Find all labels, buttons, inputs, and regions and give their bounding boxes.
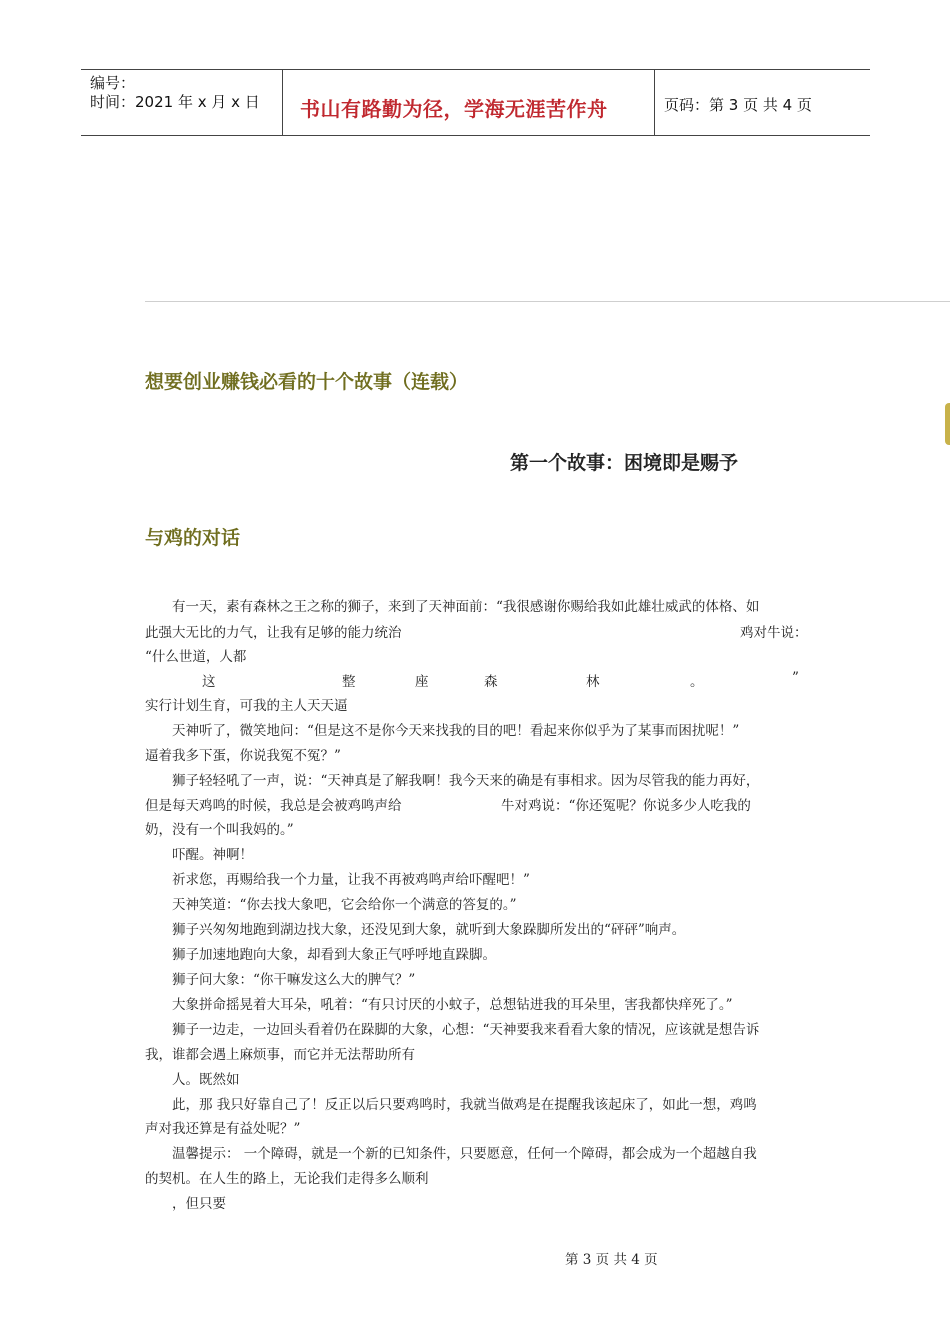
body-line: 大象拼命摇晃着大耳朵，吼着：“有只讨厌的小蚊子，总想钻进我的耳朵里，害我都快痒死了。” (172, 997, 733, 1013)
story-heading: 第一个故事：困境即是赐予 (510, 452, 739, 474)
body-line: 狮子一边走，一边回头看着仍在跺脚的大象，心想：“天神要我来看看大象的情况，应该就是想告诉 (172, 1022, 760, 1038)
body-line: 这 (202, 674, 216, 690)
body-line: 人。既然如 (172, 1072, 240, 1088)
body-line: 林 (586, 674, 600, 690)
body-line: 狮子问大象：“你干嘛发这么大的脾气？” (172, 972, 416, 988)
body-line: 温馨提示： 一个障碍，就是一个新的已知条件，只要愿意，任何一个障碍，都会成为一个超越自我 (172, 1146, 757, 1162)
header-time-label: 时间：2021 年 x 月 x 日 (90, 93, 260, 111)
header-top-rule (81, 69, 870, 70)
body-line: 牛对鸡说：“你还冤呢？你说多少人吃我的 (501, 798, 751, 814)
body-line: 此，那 我只好靠自己了！反正以后只要鸡鸣时，我就当做鸡是在提醒我该起床了，如此一想，鸡鸣 (172, 1097, 757, 1113)
body-line: 有一天，素有森林之王之称的狮子，来到了天神面前：“我很感谢你赐给我如此雄壮威武的体格、如 (172, 599, 760, 615)
body-line: 。 (690, 674, 704, 690)
body-line: “什么世道，人都 (145, 649, 247, 665)
header-page-info: 页码：第 3 页 共 4 页 (664, 96, 812, 114)
article-title: 想要创业赚钱必看的十个故事（连载） (145, 371, 469, 393)
body-line: 森 (484, 674, 498, 690)
body-line: 狮子轻轻吼了一声，说：“天神真是了解我啊！我今天来的确是有事相求。因为尽管我的能力再好， (172, 773, 760, 789)
header-bottom-rule (81, 135, 870, 136)
page-edge-tab (945, 403, 950, 445)
body-line: 鸡对牛说： (740, 625, 808, 641)
body-line: 此强大无比的力气，让我有足够的能力统治 (145, 625, 402, 641)
body-line: ” (792, 670, 799, 686)
section-heading: 与鸡的对话 (145, 527, 241, 549)
section-separator (145, 301, 950, 302)
body-line: 吓醒。神啊！ (172, 847, 253, 863)
body-line: 奶，没有一个叫我妈的。” (145, 822, 294, 838)
header-divider-left (282, 69, 283, 135)
body-line: 天神笑道：“你去找大象吧，它会给你一个满意的答复的。” (172, 897, 517, 913)
body-line: 我，谁都会遇上麻烦事，而它并无法帮助所有 (145, 1047, 415, 1063)
body-line: 但是每天鸡鸣的时候，我总是会被鸡鸣声给 (145, 798, 402, 814)
body-line: 祈求您，再赐给我一个力量，让我不再被鸡鸣声给吓醒吧！” (172, 872, 530, 888)
body-line: 狮子加速地跑向大象，却看到大象正气呼呼地直跺脚。 (172, 947, 496, 963)
body-line: 座 (415, 674, 429, 690)
body-line: 整 (342, 674, 356, 690)
body-line: 声对我还算是有益处呢？” (145, 1121, 301, 1137)
page-footer: 第 3 页 共 4 页 (565, 1252, 658, 1268)
header-motto: 书山有路勤为径，学海无涯苦作舟 (300, 97, 608, 121)
body-line: 实行计划生育，可我的主人天天逼 (145, 698, 348, 714)
header-number-label: 编号： (90, 74, 136, 92)
header-divider-right (654, 69, 655, 135)
body-line: 天神听了，微笑地问：“但是这不是你今天来找我的目的吧！看起来你似乎为了某事而困扰呢！” (172, 723, 740, 739)
body-line: 狮子兴匆匆地跑到湖边找大象，还没见到大象，就听到大象跺脚所发出的“砰砰”响声。 (172, 922, 686, 938)
body-line: 逼着我多下蛋，你说我冤不冤？” (145, 748, 341, 764)
body-line: ，但只要 (172, 1196, 226, 1212)
body-line: 的契机。在人生的路上，无论我们走得多么顺利 (145, 1171, 429, 1187)
